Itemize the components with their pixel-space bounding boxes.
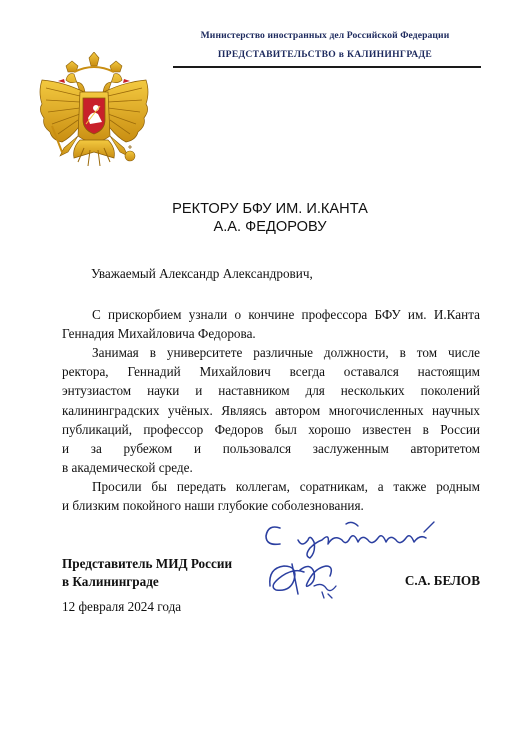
representative-title-line: в Калининграде: [62, 574, 159, 589]
salutation: Уважаемый Александр Александрович,: [91, 266, 313, 281]
signer-name: С.А. БЕЛОВ: [404, 573, 480, 588]
paragraph-line: С прискорбием узнали о кончине профессора БФУ им. И.Канта: [92, 307, 480, 322]
paragraph-line: энтузиастом науки и наставником для нескольких поколений: [62, 383, 480, 399]
paragraph-line: публикаций, профессор Федоров был хорошо известен в России: [62, 421, 480, 437]
addressee-title: РЕКТОРУ БФУ ИМ. И.КАНТА: [172, 201, 368, 217]
coat-of-arms-icon: [34, 52, 154, 174]
paragraph-line: ректора, Геннадий Михайлович всегда оставался настоящим: [62, 364, 480, 380]
header-divider: [173, 66, 481, 68]
paragraph-line: калининградских учёных. Являясь автором многочисленных научных: [62, 402, 480, 418]
signature-icon: [264, 556, 346, 600]
representative-title-line: Представитель МИД России: [62, 556, 233, 571]
handwritten-closing-icon: [258, 518, 438, 560]
addressee-name: А.А. ФЕДОРОВУ: [213, 219, 327, 235]
addressee-block: [60, 200, 480, 236]
paragraph-line: Занимая в университете различные должности, в том числе: [92, 345, 480, 360]
representative-title: [62, 555, 232, 591]
paragraph-biography: [62, 343, 480, 477]
paragraph-condolence: [62, 305, 480, 343]
paragraph-line: в академической среде.: [62, 460, 193, 476]
paragraph-line: Геннадия Михайловича Федорова.: [62, 326, 256, 342]
paragraph-line: Просили бы передать коллегам, соратникам, а также родным: [92, 479, 480, 494]
ministry-name: Министерство иностранных дел Российской Федерации: [200, 30, 450, 41]
paragraph-line: и близким покойного наши глубокие соболезнования.: [62, 498, 364, 514]
paragraph-line: и за рубежом и пользовался заслуженным авторитетом: [62, 441, 480, 457]
paragraph-closing: [62, 477, 480, 515]
letter-date: 12 февраля 2024 года: [62, 599, 182, 614]
mission-name: ПРЕДСТАВИТЕЛЬСТВО в КАЛИНИНГРАДЕ: [217, 49, 433, 60]
